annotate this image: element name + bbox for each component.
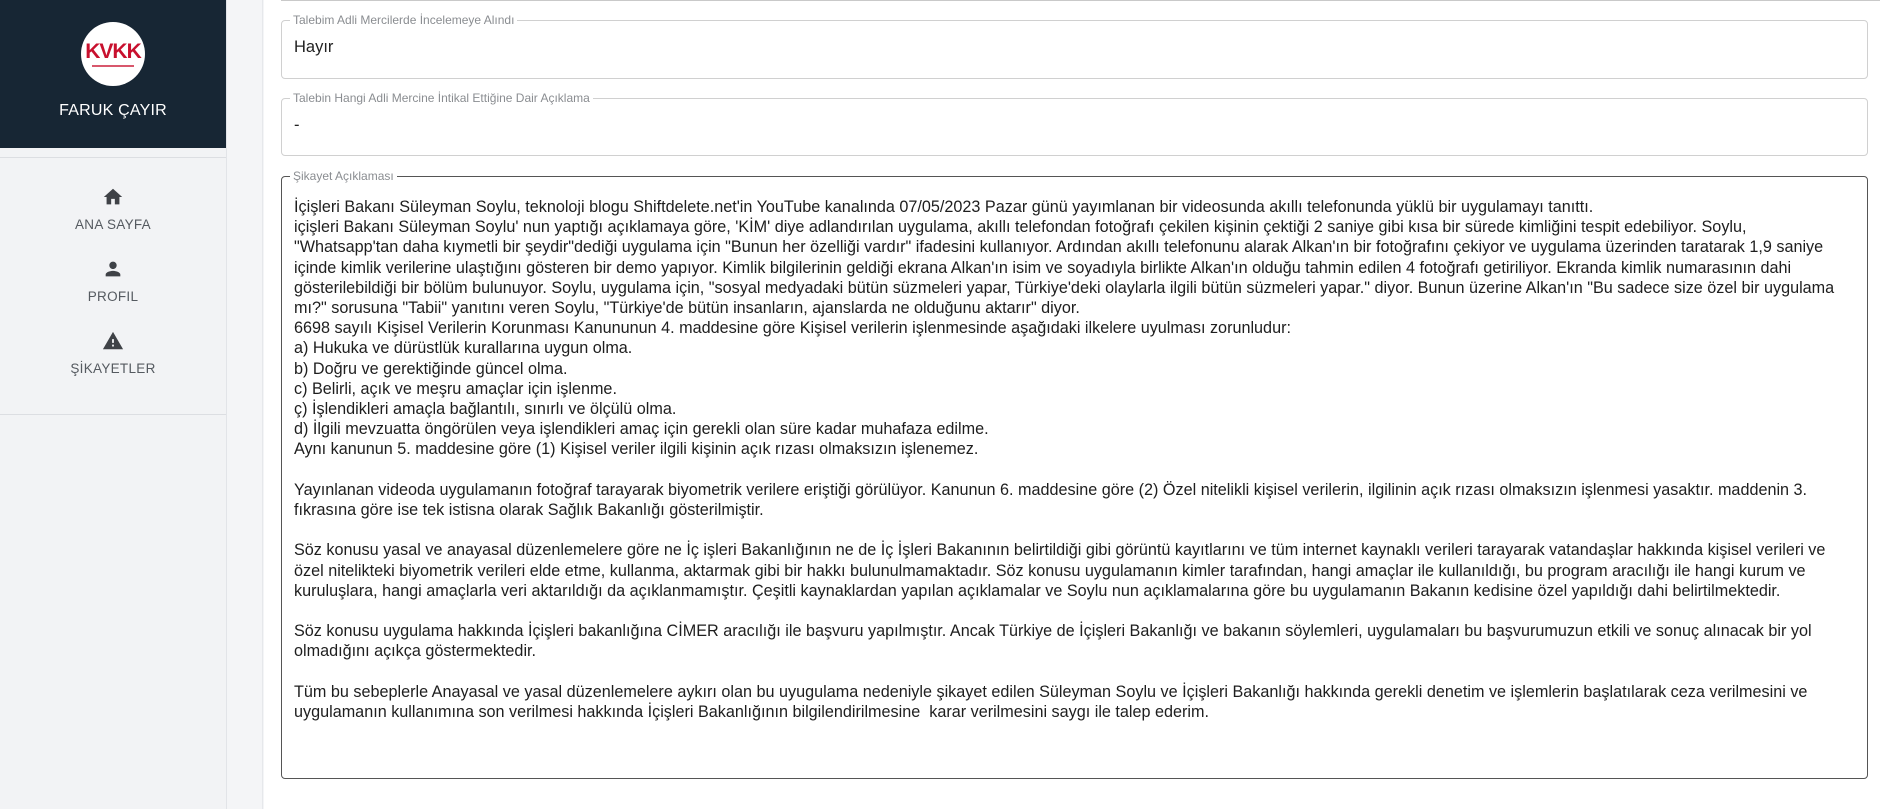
complaint-description-text: İçişleri Bakanı Süleyman Soylu, teknoloji blogu Shiftdelete.net'in YouTube kanalında 07/05/2023 Pazar günü yayımlanan bir videosunda akıllı telefonunda yüklü bir uygulamayı tanıttı. içişleri Bakanı Süleyman Soylu' nun yaptığı açıklamaya göre, 'KİM' diye adlandırılan uygulama, akıllı telefondan fotoğrafı çekilen kişinin çektiği 2 saniye gibi kısa bir sürede kimliğini tespit edebiliyor. Soylu, "Whatsapp'tan daha kıymetli bir şeydir"dediği uygulama için "Bunun her özelliği vardır" ifadesini kullanıyor. Ardından akıllı telefonunu alarak Alkan'ın bir fotoğrafını çekiyor ve uygulama üzerinden taratarak 1,9 saniye içinde kimlik verilerine ulaştığını gösteren bir demo yapıyor. Kimlik bilgilerinin geldiği ekrana Alkan'ın isim ve soyadıyla birlikte Alkan'ın olduğu tahmin edilen 4 fotoğrafı getiriliyor. Ekranda kimlik numarasının dahi gösterilebildiği bir bölüm bulunuyor. Soylu, uygulama için, "sosyal medyadaki bütün süzmeleri yapar, Türkiye'deki olaylarla ilgili bütün süzmeleri yapar." diyor. Bunun üzerine Alkan'ın "Bu sadece size özel bir uygulama mı?" sorusuna "Tabii" yanıtını veren Soylu, "Türkiye'de bütün insanların, ajanslarda ne olduğunu aktarır" diyor. 6698 sayılı Kişisel Verilerin Korunması Kanununun 4. maddesine göre Kişisel verilerin işlenmesinde aşağıdaki ilkelere uyulması zorunludur: a) Hukuka ve dürüstlük kurallarına uygun olma. b) Doğru ve gerektiğinde güncel olma. c) Belirli, açık ve meşru amaçlar için işlenme. ç) İşlendikleri amaçla bağlantılı, sınırlı ve ölçülü olma. d) İlgili mevzuatta öngörülen veya işlendikleri amaç için gerekli olan süre kadar muhafaza edilme. Aynı kanunun 5. maddesine göre (1) Kişisel veriler ilgili kişinin açık rızası olmaksızın işlenemez. Yayınlanan videoda uygulamanın fotoğraf tarayarak biyometrik verilere eriştiği görülüyor. Kanunun 6. maddesine göre (2) Özel nitelikli kişisel verilerin, ilgilinin açık rızası olmaksızın işlenmesi yasaktır. maddenin 3. fıkrasına göre ise tek istisna olarak Sağlık Bakanlığı gösterilmiştir. Söz konusu yasal ve anayasal düzenlemelere göre ne İç işleri Bakanlığının ne de İç İşleri Bakanının belirtildiği gibi görüntü kayıtlarını ve tüm internet kaynaklı verileri tarayarak vatandaşlar hakkında kişisel verileri ve özel nitelikteki biyometrik verileri elde etme, kullanma, aktarmak gibi bir hakkı bulunulmamaktadır. Söz konusu uygulamanın kimler tarafından, hangi amaçlar ile kullanıldığı, bu program aracılığı ile hangi kurum ve kuruluşlara, hangi amaçlarla veri aktarıldığı da açıklanmamıştır. Çeşitli kaynaklardan yapılan açıklamalar ve Soylu nun açıklamalarına göre bu uygulamanın Bakanın kedisine özel yapıldığı dahi belirtilmektedir. Söz konusu uygulama hakkında İçişleri bakanlığına CİMER aracılığı ile başvuru yapılmıştır. Ancak Türkiye de İçişleri Bakanlığı ve bakanın söylemleri, uygulamaları bu başvurumuzun etkili ve sonuç alınacak bir yol olmadığını açıkça göstermektedir. Tüm bu sebeplerle Anayasal ve yasal düzenlemelere aykırı olan bu uyugulama nedeniyle şikayet edilen Süleyman Soylu ve İçişleri Bakanlığı hakkında gerekli denetim ve işlemlerin başlatılarak ceza verilmesini ve uygulamanın kullanımına son verilmesi hakkında İçişleri Bakanlığının bilgilendirilmesine karar verilmesini saygı ile talep ederim. <box>294 198 1835 722</box>
sidebar <box>0 0 227 809</box>
judicial-review-value: Hayır <box>294 38 334 56</box>
complaint-detail-panel <box>264 0 1880 809</box>
home-icon <box>102 186 124 208</box>
sidebar-item-label: PROFIL <box>87 289 139 304</box>
judicial-transfer-label: Talebin Hangi Adli Mercine İntikal Ettiğine Dair Açıklama <box>293 91 590 105</box>
sidebar-item-home[interactable] <box>0 180 226 252</box>
person-icon <box>102 258 124 280</box>
warning-icon <box>102 330 124 352</box>
sidebar-item-complaints[interactable] <box>0 324 226 396</box>
judicial-transfer-value: - <box>294 116 300 134</box>
logo-underline <box>92 65 134 67</box>
top-divider <box>281 0 1880 1</box>
complaint-description-field[interactable] <box>281 169 1868 779</box>
sidebar-nav <box>0 158 226 414</box>
sidebar-item-label: ŞİKAYETLER <box>70 361 156 376</box>
content-gutter <box>228 0 263 809</box>
logo-text: KVKK <box>85 39 141 63</box>
judicial-transfer-field[interactable] <box>281 91 1868 156</box>
judicial-review-field[interactable] <box>281 13 1868 79</box>
kvkk-logo <box>81 22 145 86</box>
judicial-review-label: Talebim Adli Mercilerde İncelemeye Alındı <box>293 13 515 27</box>
complaint-description-label: Şikayet Açıklaması <box>293 169 394 183</box>
user-name: FARUK ÇAYIR <box>59 102 167 119</box>
sidebar-item-label: ANA SAYFA <box>75 217 151 232</box>
sidebar-divider <box>0 414 226 415</box>
sidebar-item-profile[interactable] <box>0 252 226 324</box>
profile-header <box>0 0 226 148</box>
